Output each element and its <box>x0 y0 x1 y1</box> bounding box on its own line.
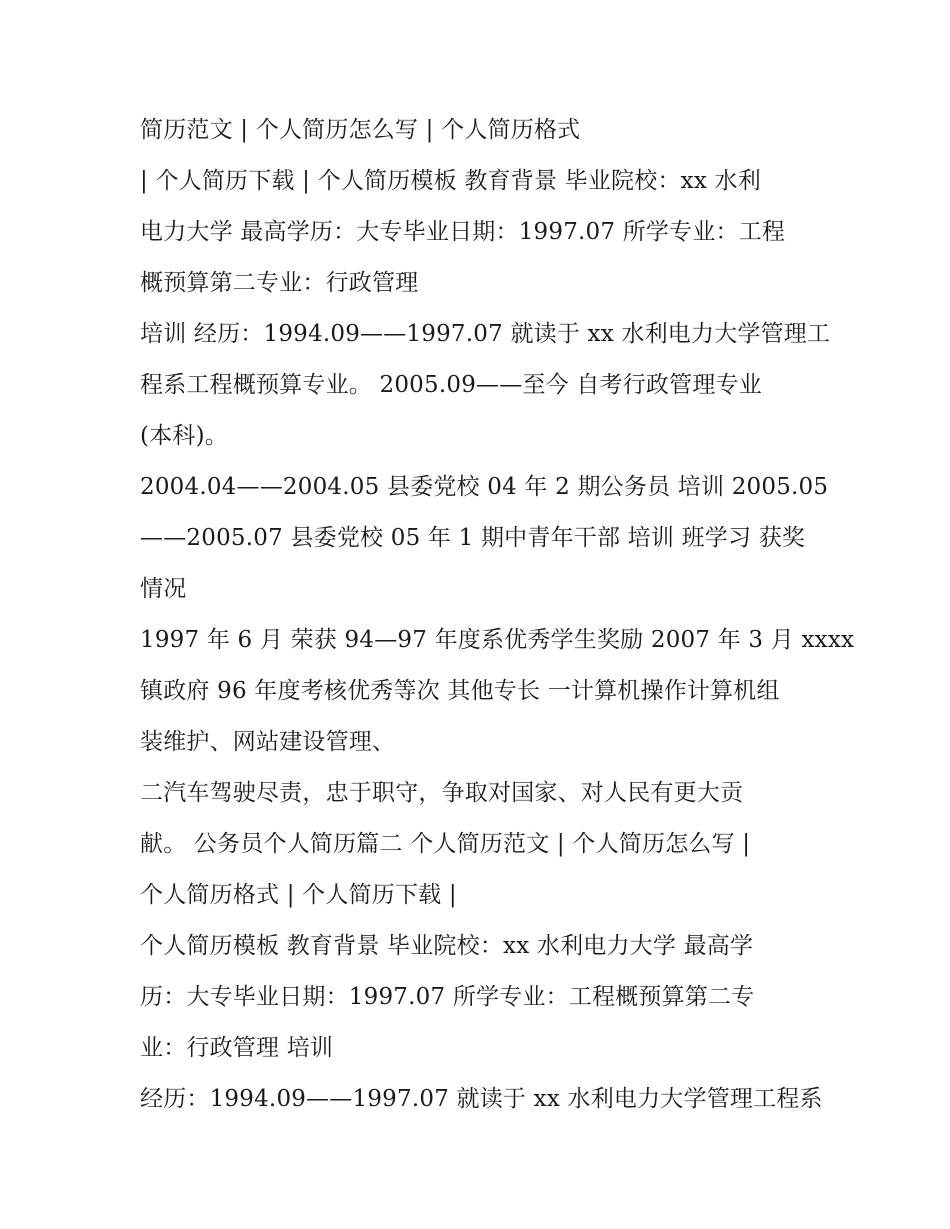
text-line: 情况 <box>140 576 187 602</box>
text-line: 装维护、网站建设管理、 <box>140 729 396 755</box>
text-line: ——2005.07 县委党校 05 年 1 期中青年干部 培训 班学习 获奖 <box>140 525 806 551</box>
text-line: 个人简历模板 教育背景 毕业院校：xx 水利电力大学 最高学 <box>140 933 754 959</box>
text-line: 培训 经历：1994.09——1997.07 就读于 xx 水利电力大学管理工 <box>140 321 831 347</box>
text-line: 电力大学 最高学历：大专毕业日期：1997.07 所学专业：工程 <box>140 219 786 245</box>
text-line: 镇政府 96 年度考核优秀等次 其他专长 一计算机操作计算机组 <box>140 678 780 704</box>
text-line: 历：大专毕业日期：1997.07 所学专业：工程概预算第二专 <box>140 984 755 1010</box>
text-line: 概预算第二专业：行政管理 <box>140 270 419 296</box>
text-line: 个人简历格式 | 个人简历下载 | <box>140 882 457 908</box>
text-line: 经历：1994.09——1997.07 就读于 xx 水利电力大学管理工程系 <box>140 1086 823 1112</box>
text-line: 业：行政管理 培训 <box>140 1035 334 1061</box>
text-line: 1997 年 6 月 荣获 94—97 年度系优秀学生奖励 2007 年 3 月 xxxx <box>140 627 855 653</box>
text-line: 二汽车驾驶尽责，忠于职守，争取对国家、对人民有更大贡 <box>140 780 744 806</box>
document-body <box>140 108 855 1128</box>
text-line: 2004.04——2004.05 县委党校 04 年 2 期公务员 培训 2005.05 <box>140 474 829 500</box>
text-line: 程系工程概预算专业。 2005.09——至今 自考行政管理专业 <box>140 372 762 398</box>
text-line: 简历范文 | 个人简历怎么写 | 个人简历格式 <box>140 117 581 143</box>
text-line: 献。 公务员个人简历篇二 个人简历范文 | 个人简历怎么写 | <box>140 831 751 857</box>
text-line: | 个人简历下载 | 个人简历模板 教育背景 毕业院校：xx 水利 <box>140 168 761 194</box>
text-line: (本科)。 <box>140 423 228 449</box>
